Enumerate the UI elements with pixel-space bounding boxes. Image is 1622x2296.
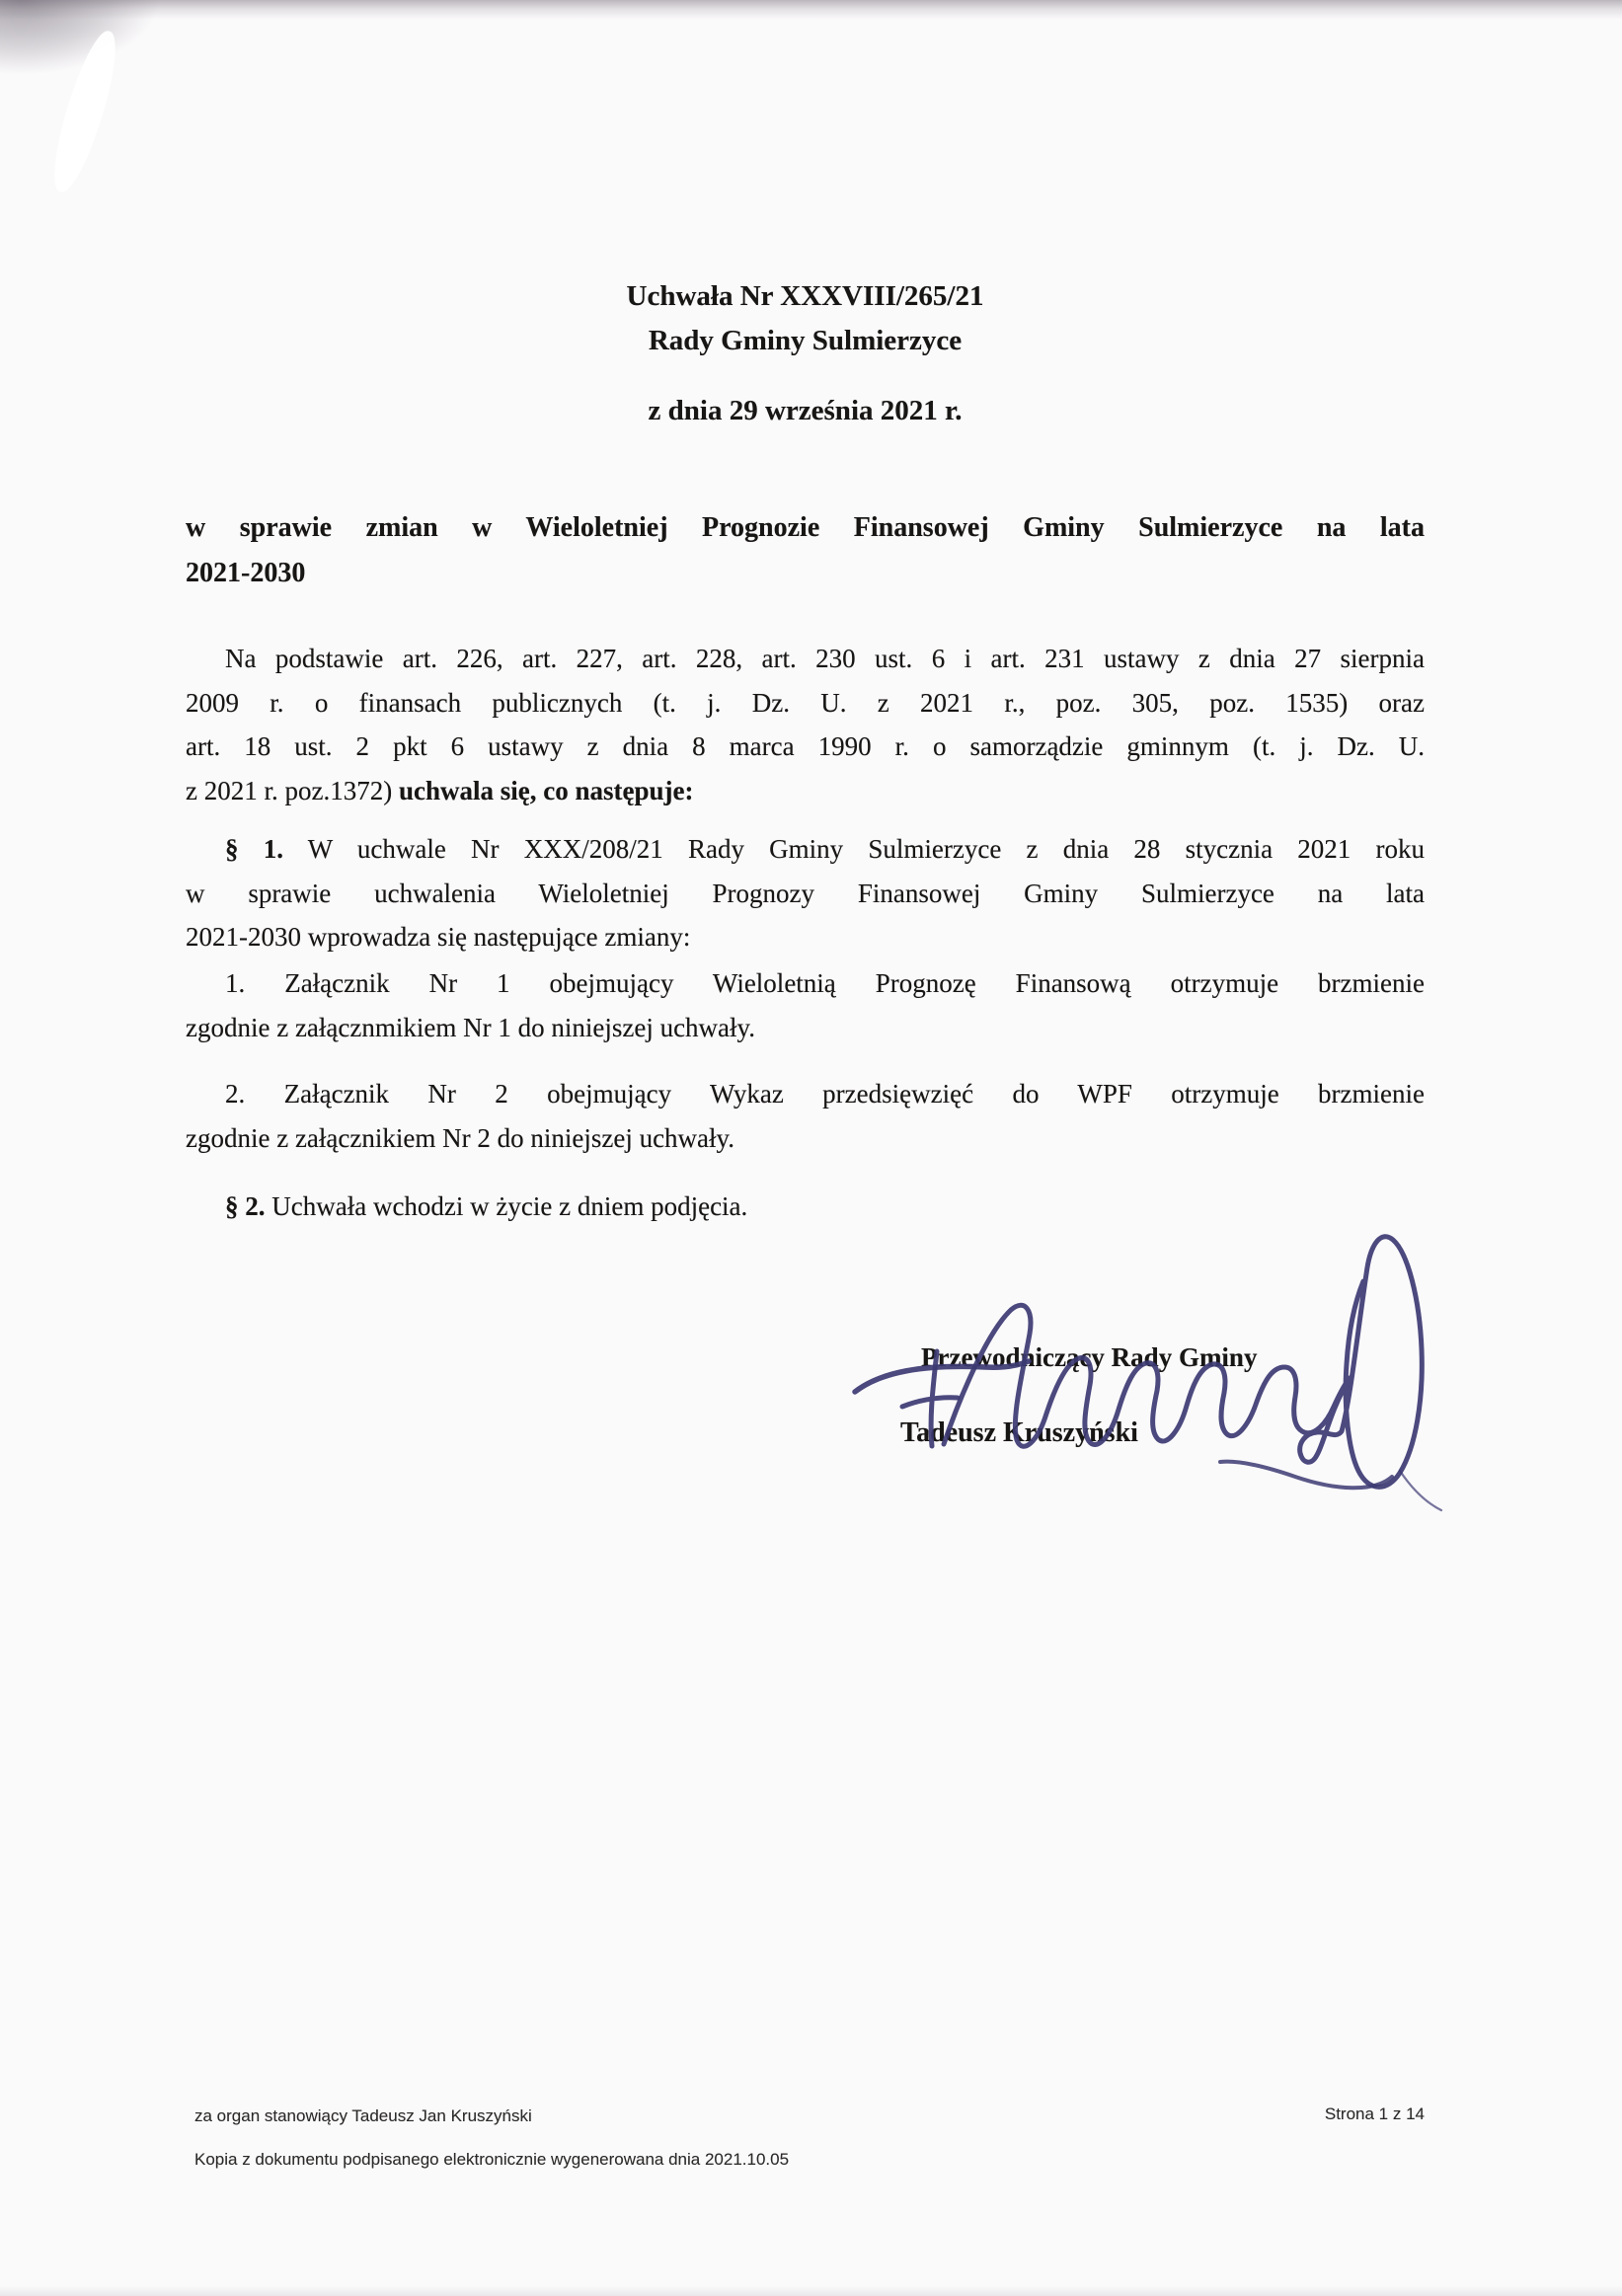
- item-1-line-2: zgodnie z załącznmikiem Nr 1 do niniejszej uchwały.: [186, 1012, 756, 1042]
- legal-basis-line-4-bold: uchwala się, co następuje:: [398, 775, 694, 805]
- signature-stroke-descender: [1400, 1471, 1441, 1510]
- legal-basis-line-4-regular: z 2021 r. poz.1372): [186, 775, 399, 805]
- footer-copy-note: Kopia z dokumentu podpisanego elektronicznie wygenerowana dnia 2021.10.05: [194, 2150, 790, 2169]
- section-2-text: Uchwała wchodzi w życie z dniem podjęcia.: [265, 1191, 748, 1221]
- legal-basis-line-1: Na podstawie art. 226, art. 227, art. 228, art. 230 ust. 6 i art. 231 ustawy z dnia 27 sierpnia: [225, 644, 1425, 673]
- title-block: [186, 274, 1425, 433]
- section-1-line-1-rest: W uchwale Nr XXX/208/21 Rady Gminy Sulmierzyce z dnia 28 stycznia 2021 roku: [282, 834, 1426, 864]
- section-1-paragraph: [186, 827, 1425, 959]
- scan-artifact-corner-smudge: [0, 0, 257, 148]
- section-1-line-2: w sprawie uchwalenia Wieloletniej Prognozy Finansowej Gminy Sulmierzyce na lata: [186, 878, 1425, 908]
- section-2-marker: § 2.: [225, 1191, 266, 1221]
- item-2-line-2: zgodnie z załącznikiem Nr 2 do niniejszej uchwały.: [186, 1122, 735, 1153]
- legal-basis-line-4: [186, 769, 1425, 813]
- footer-page-number: Strona 1 z 14: [1324, 2105, 1425, 2123]
- subject-line-2: 2021-2030: [186, 558, 306, 588]
- item-1-line-1: 1. Załącznik Nr 1 obejmujący Wieloletnią Prognozę Finansową otrzymuje brzmienie: [225, 968, 1425, 998]
- signatory-role: Przewodniczący Rady Gminy: [921, 1342, 1258, 1372]
- subject-line-1: w sprawie zmian w Wieloletniej Prognozie Finansowej Gminy Sulmierzyce na lata: [186, 512, 1425, 543]
- legal-basis-paragraph: [186, 637, 1425, 812]
- section-2-paragraph: [186, 1185, 1425, 1229]
- footer-signatory-note: za organ stanowiący Tadeusz Jan Kruszyński: [194, 2106, 532, 2125]
- resolution-date: z dnia 29 września 2021 r.: [648, 395, 963, 426]
- section-1-marker: § 1.: [225, 834, 283, 864]
- signature-stroke-tail: [1220, 1462, 1392, 1489]
- resolution-number: Uchwała Nr XXXVIII/265/21: [626, 280, 984, 312]
- section-2-line: [186, 1185, 1425, 1229]
- signatory-name: Tadeusz Kruszyński: [900, 1417, 1138, 1448]
- item-2-line-1: 2. Załącznik Nr 2 obejmujący Wykaz przedsięwzięć do WPF otrzymuje brzmienie: [225, 1079, 1425, 1109]
- legal-basis-line-2: 2009 r. o finansach publicznych (t. j. Dz. U. z 2021 r., poz. 305, poz. 1535) oraz: [186, 687, 1425, 718]
- legal-basis-line-3: art. 18 ust. 2 pkt 6 ustawy z dnia 8 marca 1990 r. o samorządzie gminnym (t. j. Dz. U.: [186, 731, 1425, 761]
- subject-paragraph: [186, 505, 1425, 596]
- issuing-body: Rady Gminy Sulmierzyce: [648, 325, 963, 356]
- scan-artifact-bottom-edge: [0, 2286, 1622, 2296]
- section-1-line-3: 2021-2030 wprowadza się następujące zmiany:: [186, 922, 691, 952]
- amendment-item-2: [186, 1072, 1425, 1160]
- section-1-line-1: [186, 827, 1425, 872]
- amendment-item-1: [186, 961, 1425, 1049]
